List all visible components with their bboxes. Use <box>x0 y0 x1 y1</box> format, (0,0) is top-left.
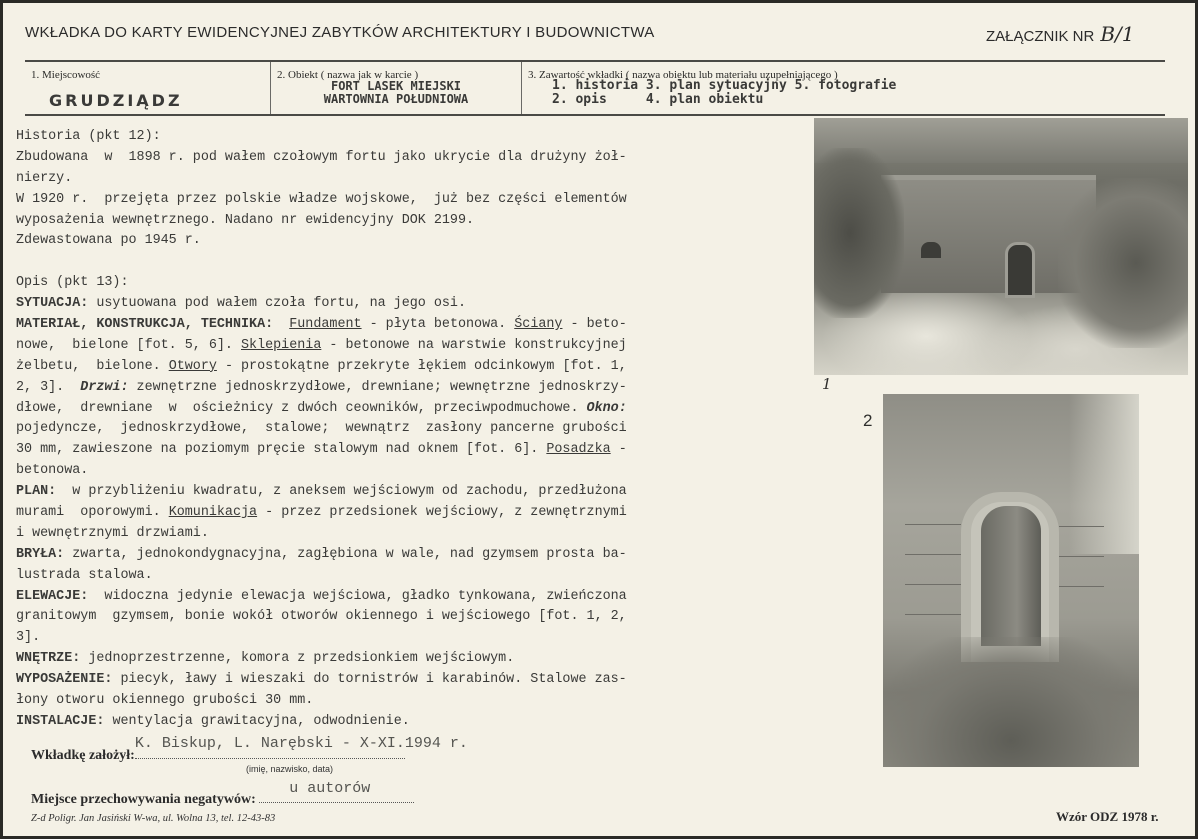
form-title: WKŁADKA DO KARTY EWIDENCYJNEJ ZABYTKÓW ARCHITEKTURY I BUDOWNICTWA <box>25 24 655 41</box>
material-line: betonowa. <box>16 463 89 479</box>
header-fields <box>25 60 1165 116</box>
material-line: pojedyncze, jednoskrzydłowe, stalowe; wewnątrz zasłony pancerne grubości <box>16 421 627 437</box>
created-by-hint: (imię, nazwisko, data) <box>246 764 334 774</box>
history-line: wyposażenia wewnętrznego. Nadano nr ewidencyjny DOK 2199. <box>16 212 475 228</box>
field-object-label: 2. Obiekt ( nazwa jak w karcie ) <box>277 69 419 81</box>
history-line: Zbudowana w 1898 r. pod wałem czołowym fortu jako ukrycie dla drużyny żoł- <box>16 149 627 165</box>
plan-label: PLAN: <box>16 484 57 500</box>
field-object-value <box>271 80 521 106</box>
field-object-line1: FORT LASEK MIEJSKI <box>330 79 462 93</box>
material-line: 30 mm, zawieszone na poziomym pręcie stalowym nad oknem [fot. 6]. Posadzka - <box>16 442 627 458</box>
material-line: MATERIAŁ, KONSTRUKCJA, TECHNIKA: Fundament - płyta betonowa. Ściany - beto- <box>16 317 627 333</box>
field-locality-label: 1. Miejscowość <box>31 69 101 81</box>
massing-line: BRYŁA: zwarta, jednokondygnacyjna, zagłębiona w wale, nad gzymsem prosta ba- <box>16 546 627 562</box>
field-contents-line1: 1. historia 3. plan sytuacyjny 5. fotografie <box>552 78 897 93</box>
history-line: Zdewastowana po 1945 r. <box>16 233 201 249</box>
field-contents <box>522 62 1165 114</box>
plan-line: i wewnętrznymi drzwiami. <box>16 525 209 541</box>
elevations-label: ELEWACJE: <box>16 588 89 604</box>
material-line: 2, 3]. Drzwi: zewnętrzne jednoskrzydłowe, drewniane; wewnętrzne jednoskrzy- <box>16 379 627 395</box>
elevations-line: 3]. <box>16 630 41 646</box>
annex-number <box>986 22 1135 46</box>
description-text <box>16 127 801 733</box>
material-label: MATERIAŁ, KONSTRUKCJA, TECHNIKA: <box>16 317 274 333</box>
negatives-value: u autorów <box>289 780 371 797</box>
doorway <box>981 506 1041 646</box>
plan-line: murami oporowymi. Komunikacja - przez przedsionek wejściowy, z zewnętrznymi <box>16 505 627 521</box>
annex-value: B/1 <box>1100 22 1135 46</box>
field-locality <box>25 62 271 114</box>
equipment-label: WYPOSAŻENIE: <box>16 672 113 688</box>
massing-line: lustrada stalowa. <box>16 567 153 583</box>
photo-2-entrance-door <box>883 394 1139 767</box>
description-heading: Opis (pkt 13): <box>16 275 129 291</box>
installations-line: INSTALACJE: wentylacja grawitacyjna, odwodnienie. <box>16 713 410 729</box>
field-object-line2: WARTOWNIA POŁUDNIOWA <box>323 92 469 106</box>
material-line: nowe, bielone [fot. 5, 6]. Sklepienia - betonowe na warstwie konstrukcyjnej <box>16 337 627 353</box>
field-contents-label: 3. Zawartość wkładki ( nazwa obiektu lub materiału uzupełniającego ) <box>528 69 838 81</box>
interior-line: WNĘTRZE: jednoprzestrzenne, komora z przedsionkiem wejściowym. <box>16 651 515 667</box>
plan-line: PLAN: w przybliżeniu kwadratu, z aneksem wejściowym od zachodu, przedłużona <box>16 484 627 500</box>
form-model: Wzór ODZ 1978 r. <box>1056 809 1159 824</box>
door-opening <box>1005 242 1035 298</box>
material-line: żelbetu, bielone. Otwory - prostokątne przekryte łękiem odcinkowym [fot. 1, <box>16 358 627 374</box>
annex-label: ZAŁĄCZNIK NR <box>986 28 1095 45</box>
material-line: dłowe, drewniane w ościeżnicy z dwóch ceowników, przeciwpodmuchowe. Okno: <box>16 400 627 416</box>
photo-1-caption: 1 <box>822 375 832 393</box>
history-heading: Historia (pkt 12): <box>16 129 161 144</box>
created-by-label: Wkładkę założył: <box>31 748 135 763</box>
negatives-label: Miejsce przechowywania negatywów: <box>31 792 256 807</box>
record-sheet <box>3 3 1195 836</box>
field-contents-value <box>552 79 896 107</box>
elevations-line: granitowym gzymsem, bonie wokół otworów okiennego i wejściowego [fot. 1, 2, <box>16 609 627 625</box>
equipment-line: WYPOSAŻENIE: piecyk, ławy i wieszaki do tornistrów i karabinów. Stalowe zas- <box>16 672 627 688</box>
created-by-field <box>31 735 468 764</box>
field-contents-line2: 2. opis 4. plan obiektu <box>552 92 764 107</box>
elevations-line: ELEWACJE: widoczna jedynie elewacja wejściowa, gładko tynkowana, zwieńczona <box>16 588 627 604</box>
created-by-value: K. Biskup, L. Narębski - X-XI.1994 r. <box>134 735 468 752</box>
window-opening <box>921 242 941 258</box>
massing-label: BRYŁA: <box>16 546 65 562</box>
history-line: W 1920 r. przejęta przez polskie władze wojskowe, już bez części elementów <box>16 191 627 207</box>
situation-label: SYTUACJA: <box>16 296 89 312</box>
printer-imprint: Z-d Poligr. Jan Jasiński W-wa, ul. Wolna 13, tel. 12-43-83 <box>31 813 276 824</box>
field-object <box>271 62 522 114</box>
negatives-field <box>31 780 414 808</box>
equipment-line: łony otworu okiennego grubości 30 mm. <box>16 693 314 709</box>
interior-label: WNĘTRZE: <box>16 651 81 667</box>
situation-line: SYTUACJA: usytuowana pod wałem czoła fortu, na jego osi. <box>16 296 467 312</box>
installations-label: INSTALACJE: <box>16 713 105 729</box>
field-locality-value: GRUDZIĄDZ <box>49 91 183 110</box>
history-line: nierzy. <box>16 170 73 186</box>
photo-1-bunker-exterior <box>814 118 1188 375</box>
photo-2-caption: 2 <box>863 411 873 430</box>
